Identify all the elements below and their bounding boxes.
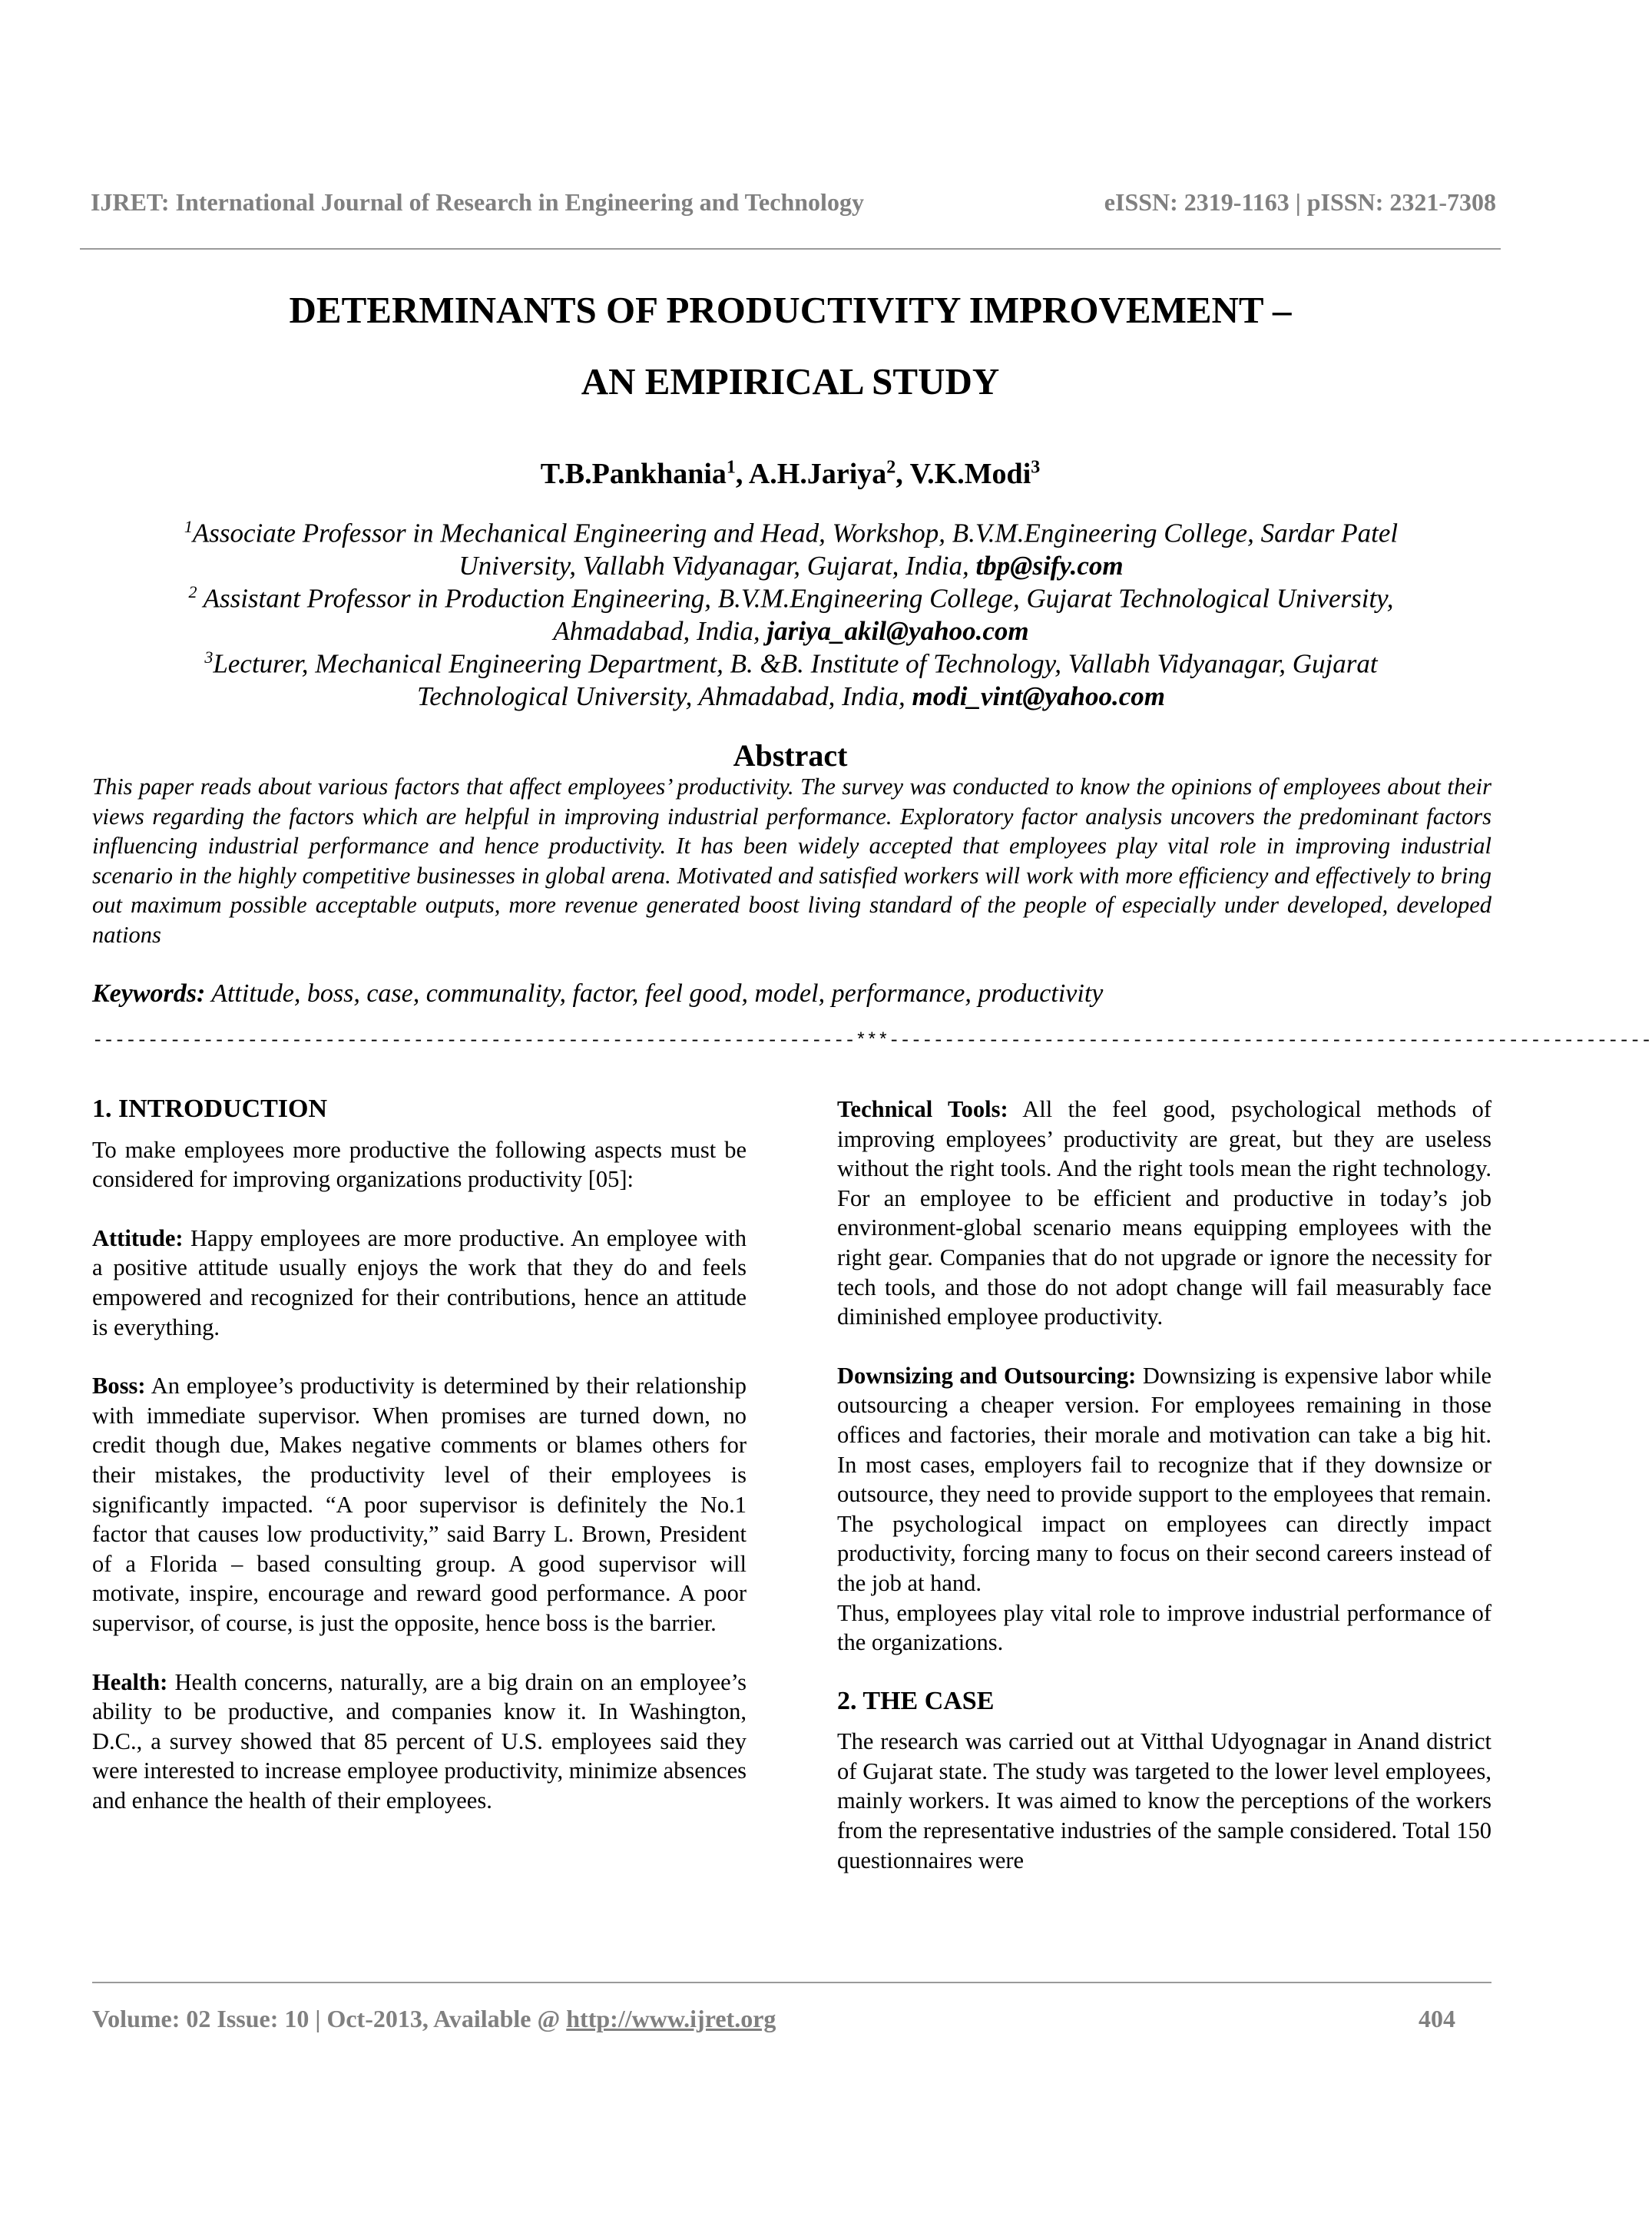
downsizing-text: Downsizing is expensive labor while outsourcing a cheaper version. For employees remaining in those offices and factories, their morale and motivation can take a big hit. In most cases, employers fail to recognize that if they downsize or outsource, they need to provide support to the employees that remain. The psychological impact on employees can directly impact productivity, forcing many to focus on their second careers instead of the job at hand. xyxy=(837,1362,1491,1596)
author-email[interactable]: modi_vint@yahoo.com xyxy=(912,681,1166,711)
abstract-body: This paper reads about various factors that affect employees’ productivity. The survey was conducted to know the opinions of employees about their views regarding the factors which are helpful in improving industrial performance. Exploratory factor analysis uncovers the predominant factors influencing industrial performance and hence productivity. It has been widely accepted that employees play vital role in improving industrial scenario in the highly competitive businesses in global arena. Motivated and satisfied workers will work with more efficiency and effectively to bring out maximum possible acceptable outputs, more revenue generated boost living standard of the people of especially under developed, developed nations xyxy=(92,773,1491,948)
affiliation xyxy=(138,576,1444,648)
term-downsizing: Downsizing and Outsourcing: xyxy=(837,1362,1137,1389)
affiliation-text: Associate Professor in Mechanical Engineering and Head, Workshop, B.V.M.Engineering College, Sardar Patel University, Vallabh Vidyanagar, Gujarat, India, xyxy=(192,518,1399,581)
affiliation-text: Assistant Professor in Production Engineering, B.V.M.Engineering College, Gujarat Technological University, Ahmadabad, India, xyxy=(197,583,1394,646)
affiliation xyxy=(138,641,1444,713)
issn: eISSN: 2319-1163 | pISSN: 2321-7308 xyxy=(1104,188,1496,216)
header-divider xyxy=(80,248,1501,250)
section-heading-introduction: 1. INTRODUCTION xyxy=(92,1095,328,1123)
health-paragraph xyxy=(92,1668,747,1816)
attitude-paragraph xyxy=(92,1224,747,1342)
term-technical-tools: Technical Tools: xyxy=(837,1096,1008,1122)
author-list: T.B.Pankhania$^1$, A.H.Jariya$^2$, V.K.Modi$^3$ xyxy=(540,457,1041,490)
affiliation-marker: 3 xyxy=(204,648,214,667)
term-boss: Boss: xyxy=(92,1373,146,1400)
journal-name: IJRET: International Journal of Research in Engineering and Technology xyxy=(91,188,864,216)
keywords xyxy=(92,979,1491,1009)
attitude-text: Happy employees are more productive. An employee with a positive attitude usually enjoys the work that they do and feels empowered and recognized for their contributions, hence an attitude is everything. xyxy=(92,1224,747,1340)
author-name: A.H.Jariya xyxy=(748,458,887,490)
keywords-label: Keywords: xyxy=(92,979,206,1008)
footer-divider xyxy=(92,1982,1491,1983)
term-health: Health: xyxy=(92,1668,168,1695)
author-affil-marker: 2 xyxy=(886,457,896,478)
health-text: Health concerns, naturally, are a big drain on an employee’s ability to be productive, and companies know it. In Washington, D.C., a survey showed that 85 percent of U.S. employees said they were interested to increase employee productivity, minimize absences and enhance the health of their employees. xyxy=(92,1668,747,1814)
affiliation-text: Lecturer, Mechanical Engineering Department, B. &B. Institute of Technology, Vallabh Vidyanagar, Gujarat Technological University, Ahmadabad, India, xyxy=(213,648,1378,711)
right-column xyxy=(837,1095,1491,1904)
abstract-heading: Abstract xyxy=(733,738,848,773)
author-email[interactable]: tbp@sify.com xyxy=(975,550,1124,581)
author-name: V.K.Modi xyxy=(909,458,1031,490)
author-email[interactable]: jariya_akil@yahoo.com xyxy=(766,615,1029,646)
section-heading-case: 2. THE CASE xyxy=(837,1686,995,1715)
affiliation xyxy=(138,511,1444,582)
keywords-text: Attitude, boss, case, communality, factor, feel good, model, performance, productivity xyxy=(205,979,1104,1008)
boss-paragraph xyxy=(92,1371,747,1638)
journal-url-link[interactable]: http://www.ijret.org xyxy=(566,2005,776,2032)
left-column xyxy=(92,1095,747,1844)
boss-text: An employee’s productivity is determined by their relationship with immediate supervisor. When promises are turned down, no credit though due, Makes negative comments or blames others for their mistakes, the productivity level of their employees is significantly impacted. “A poor supervisor is definitely the No.1 factor that causes low productivity,” said Barry L. Brown, President of a Florida – based consulting group. A good supervisor will motivate, inspire, encourage and reward good performance. A poor supervisor, of course, is just the opposite, hence boss is the barrier. xyxy=(92,1373,747,1636)
author-affil-marker: 1 xyxy=(726,457,736,478)
author-affil-marker: 3 xyxy=(1031,457,1041,478)
volume-info: Volume: 02 Issue: 10 | Oct-2013, Available @ http://www.ijret.org xyxy=(92,2005,776,2032)
section-separator: ---------------------------------------------------------------------***--------------------------------------------------------------------- xyxy=(92,1031,1652,1052)
page-number: 404 xyxy=(1419,2005,1455,2032)
case-paragraph: The research was carried out at Vitthal Udyognagar in Anand district of Gujarat state. The study was targeted to the lower level employees, mainly workers. It was aimed to know the perceptions of the workers from the representative industries of the sample considered. Total 150 questionnaires were xyxy=(837,1728,1491,1873)
technical-tools-text: All the feel good, psychological methods of improving employees’ productivity are great, but they are useless without the right tools. And the right tools mean the right technology. For an employee to be efficient and productive in today’s job environment-global scenario means equipping employees with the right gear. Companies that do not upgrade or ignore the necessity for tech tools, and those do not adopt change will fail measurably face diminished employee productivity. xyxy=(837,1096,1491,1330)
downsizing-paragraph xyxy=(837,1361,1491,1598)
running-footer xyxy=(92,2005,1455,2033)
author-name: T.B.Pankhania xyxy=(540,458,727,490)
affiliation-marker: 2 xyxy=(188,582,197,601)
running-header xyxy=(91,188,1496,217)
paper-title-line-2: AN EMPIRICAL STUDY xyxy=(581,360,1000,402)
affiliation-marker: 1 xyxy=(184,517,193,536)
conclusion-paragraph: Thus, employees play vital role to improve industrial performance of the organizations. xyxy=(837,1599,1491,1656)
term-attitude: Attitude: xyxy=(92,1224,184,1251)
paper-title-line-1: DETERMINANTS OF PRODUCTIVITY IMPROVEMENT – xyxy=(289,289,1292,331)
intro-paragraph: To make employees more productive the following aspects must be considered for improving organizations productivity [05]: xyxy=(92,1136,747,1193)
technical-tools-paragraph xyxy=(837,1095,1491,1332)
